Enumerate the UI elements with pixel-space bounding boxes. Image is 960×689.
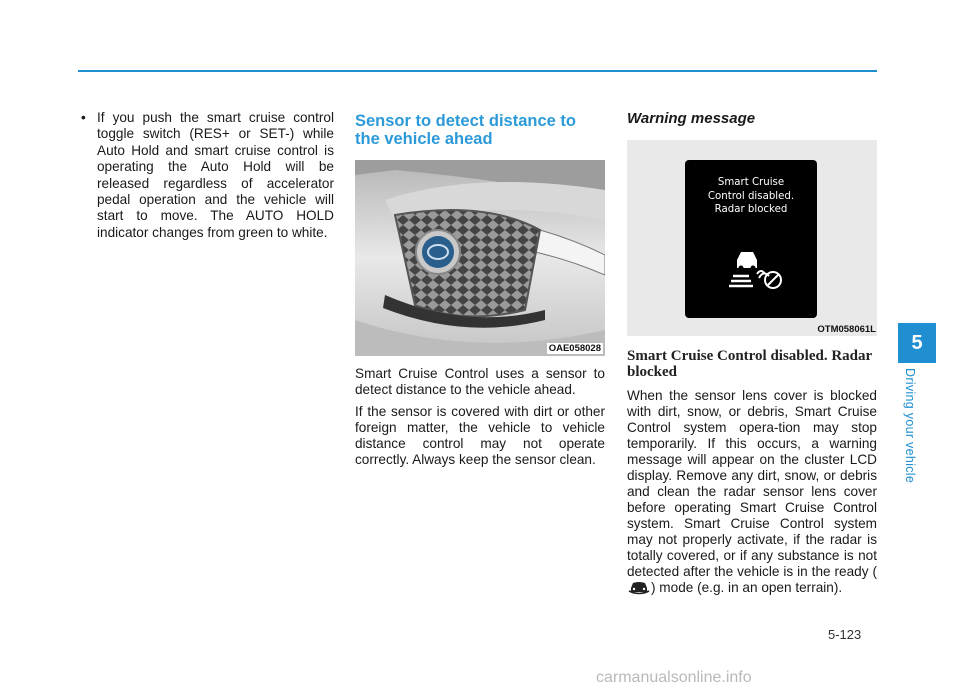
chapter-number-tab: 5	[898, 323, 936, 363]
bullet-dot: •	[81, 110, 86, 125]
sensor-figure	[355, 160, 605, 356]
message-title: Smart Cruise Control disabled. Radar blocked	[627, 348, 872, 380]
paragraph-text: When the sensor lens cover is blocked with dirt, snow, or debris, Smart Cruise Control system opera-tion may stop temporarily. If this occurs, a warning message will appear on the cluster LCD display. Remove any dirt, snow, or debris and clean the radar sensor lens cover before operating Smart Cruise Control system. Smart Cruise Control system may not properly activate, if the radar is totally covered, or if any substance is not detected after the vehicle is in the ready (	[627, 388, 877, 579]
section-title-sensor: Sensor to detect distance to the vehicle ahead	[355, 112, 576, 148]
bullet-text: If you push the smart cruise control toggle switch (RES+ or SET-) while Auto Hold and smart cruise control is operating the Auto Hold will be released regardless of accelerator pedal operation and the vehicle will start to move. The AUTO HOLD indicator changes from green to white.	[97, 110, 334, 240]
section-title-warning: Warning message	[627, 110, 756, 127]
figure-code: OAE058028	[548, 343, 601, 354]
ready-car-icon	[628, 580, 650, 595]
figure-code: OTM058061L	[817, 324, 876, 335]
paragraph-text: ) mode (e.g. in an open terrain).	[651, 580, 843, 595]
lcd-line: Smart Cruise	[717, 177, 785, 188]
paragraph	[627, 388, 877, 596]
cluster-figure	[627, 140, 877, 336]
page-number: 5-123	[828, 627, 862, 642]
paragraph: If the sensor is covered with dirt or other foreign matter, the vehicle to vehicle distance control may not operate correctly. Always keep the sensor clean.	[355, 404, 605, 467]
cluster-lcd	[685, 160, 817, 318]
column-right	[627, 110, 877, 596]
column-left	[78, 110, 334, 241]
radar-blocked-icon	[729, 248, 785, 292]
lcd-message	[685, 176, 817, 217]
bullet-item	[78, 110, 334, 241]
car-front-illustration	[355, 160, 605, 356]
paragraph: Smart Cruise Control uses a sensor to detect distance to the vehicle ahead.	[355, 366, 605, 397]
chapter-name: Driving your vehicle	[903, 368, 917, 484]
lcd-line: Control disabled.	[707, 190, 795, 202]
top-rule	[78, 70, 877, 72]
column-middle	[355, 110, 605, 474]
watermark: carmanualsonline.info	[596, 669, 752, 686]
lcd-line: Radar blocked	[714, 204, 788, 215]
